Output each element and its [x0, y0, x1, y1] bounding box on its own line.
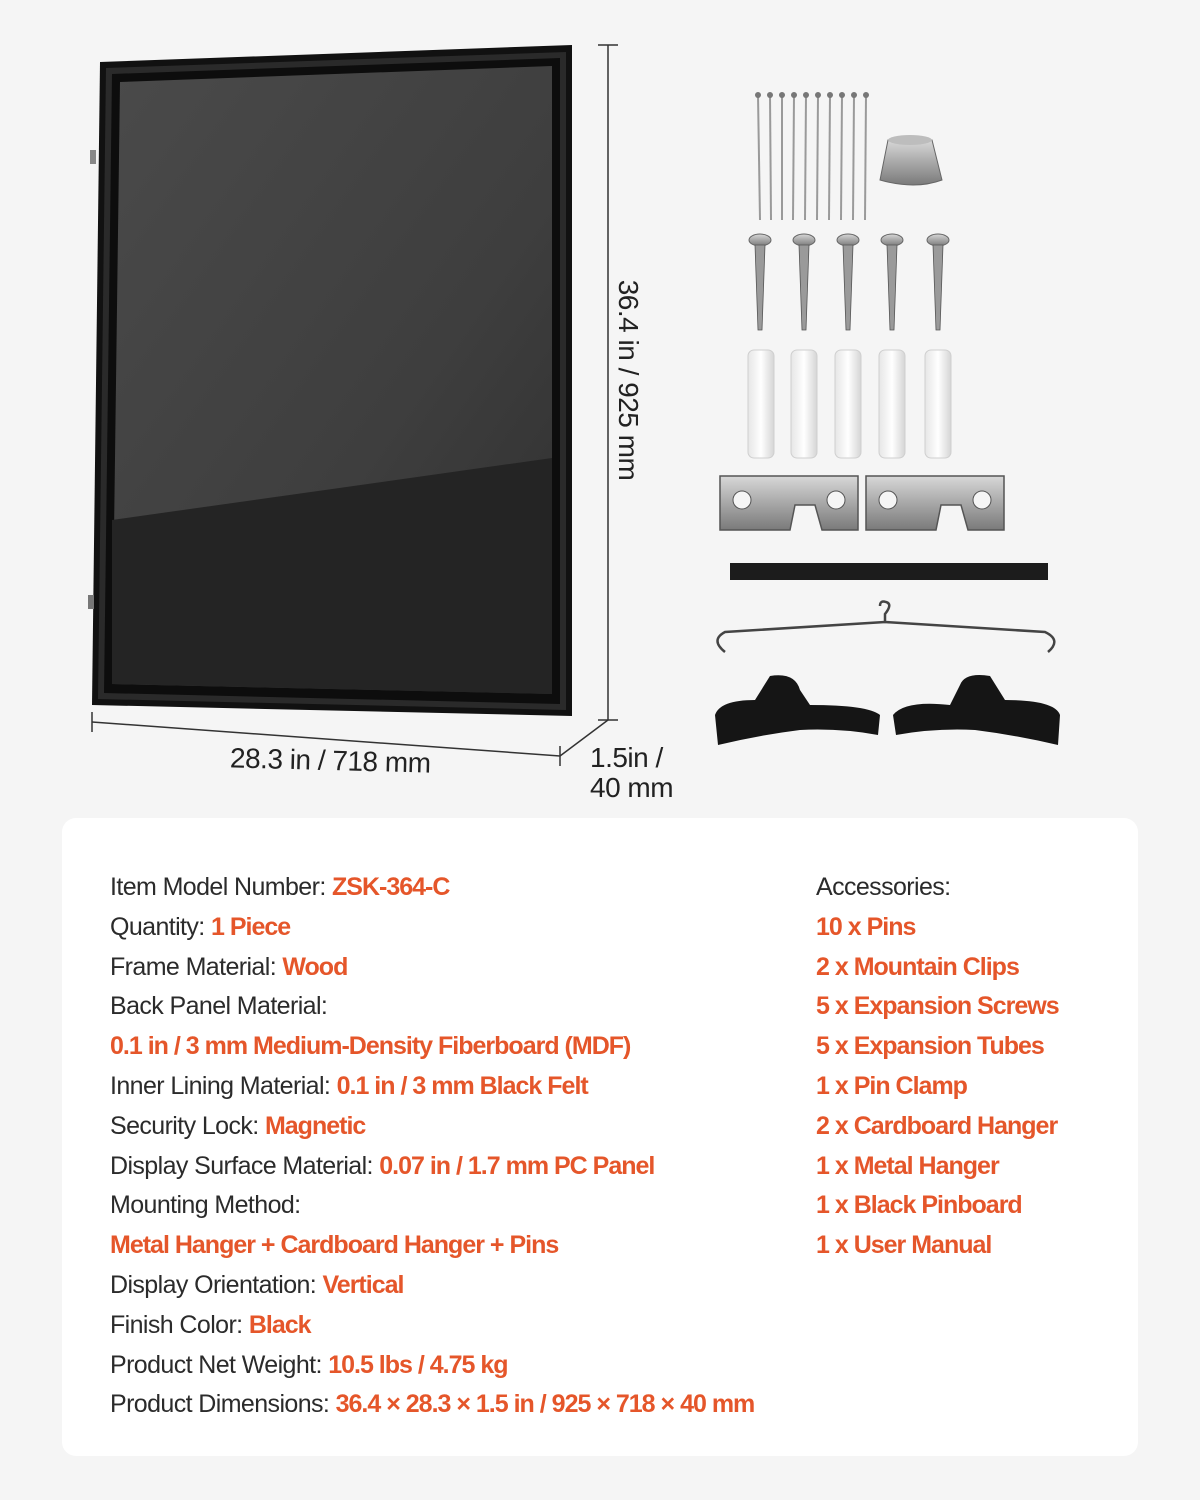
spec-value: 0.07 in / 1.7 mm PC Panel — [379, 1151, 655, 1180]
spec-value: Magnetic — [264, 1111, 366, 1140]
spec-value: ZSK-364-C — [332, 873, 450, 901]
spec-label: Security Lock: — [110, 1111, 265, 1140]
accessory-item: 2 x Mountain Clips — [816, 952, 1019, 981]
accessories-title: Accessories: — [816, 873, 951, 901]
spec-frame-material — [110, 948, 810, 988]
depth-dimension-label: 1.5in / — [590, 742, 663, 773]
spec-value: Metal Hanger + Cardboard Hanger + Pins — [110, 1231, 559, 1260]
mountain-clips-icon — [720, 476, 1004, 530]
accessory-item: 1 x Metal Hanger — [816, 1151, 999, 1180]
spec-label: Product Net Weight: — [110, 1350, 329, 1379]
spec-value: 0.1 in / 3 mm Medium-Density Fiberboard (MDF) — [110, 1032, 631, 1061]
spec-card — [62, 818, 1138, 1456]
spec-label: Product Dimensions: — [110, 1390, 336, 1419]
spec-quantity — [110, 908, 810, 948]
spec-label: Display Surface Material: — [110, 1151, 380, 1180]
black-pinboard-icon — [730, 563, 1048, 580]
accessory-item: 10 x Pins — [816, 912, 916, 941]
hinge-icon — [88, 595, 94, 609]
height-dimension-label: 36.4 in / 925 mm — [613, 279, 644, 481]
expansion-screws-icon — [749, 234, 949, 330]
spec-list — [110, 868, 810, 1425]
spec-label: Display Orientation: — [110, 1270, 323, 1299]
spec-orientation — [110, 1266, 810, 1306]
spec-value: Wood — [282, 952, 348, 981]
cardboard-hanger-icon — [715, 675, 1060, 745]
spec-value: 1 Piece — [211, 912, 291, 941]
metal-hanger-icon — [718, 602, 1055, 653]
spec-label: Finish Color: — [110, 1310, 249, 1339]
hinge-icon — [90, 150, 96, 164]
spec-value: Black — [248, 1310, 311, 1339]
pins-icon — [755, 92, 869, 220]
spec-security-lock — [110, 1107, 810, 1147]
spec-display-surface — [110, 1147, 810, 1187]
spec-label: Frame Material: — [110, 952, 283, 981]
pin-clamp-icon — [880, 135, 942, 185]
accessory-item: 5 x Expansion Screws — [816, 992, 1059, 1021]
spec-value: Vertical — [322, 1270, 404, 1299]
accessories-list — [816, 868, 1116, 1266]
spec-label: Item Model Number: — [110, 873, 333, 901]
spec-net-weight — [110, 1346, 810, 1386]
display-case — [88, 45, 572, 716]
spec-label: Inner Lining Material: — [110, 1071, 337, 1100]
accessory-item: 1 x Pin Clamp — [816, 1071, 967, 1100]
accessory-item: 5 x Expansion Tubes — [816, 1032, 1044, 1061]
spec-label: Quantity: — [110, 912, 211, 941]
spec-mounting-value — [110, 1226, 810, 1266]
spec-value: 10.5 lbs / 4.75 kg — [328, 1350, 508, 1379]
spec-inner-lining — [110, 1067, 810, 1107]
accessory-item: 1 x User Manual — [816, 1231, 992, 1260]
spec-mounting-label — [110, 1186, 810, 1226]
spec-dimensions — [110, 1385, 810, 1425]
accessory-item: 2 x Cardboard Hanger — [816, 1111, 1058, 1140]
width-dimension-label: 28.3 in / 718 mm — [229, 742, 431, 779]
spec-value: 36.4 × 28.3 × 1.5 in / 925 × 718 × 40 mm — [335, 1390, 755, 1419]
spec-finish-color — [110, 1306, 810, 1346]
spec-back-panel-value — [110, 1027, 810, 1067]
spec-label: Mounting Method: — [110, 1191, 301, 1220]
accessory-item: 1 x Black Pinboard — [816, 1191, 1022, 1220]
spec-model — [110, 868, 810, 908]
spec-value: 0.1 in / 3 mm Black Felt — [336, 1071, 588, 1100]
expansion-tubes-icon — [748, 350, 951, 458]
spec-label: Back Panel Material: — [110, 992, 328, 1021]
spec-back-panel-label — [110, 987, 810, 1027]
depth-dimension-label-mm: 40 mm — [590, 772, 674, 803]
